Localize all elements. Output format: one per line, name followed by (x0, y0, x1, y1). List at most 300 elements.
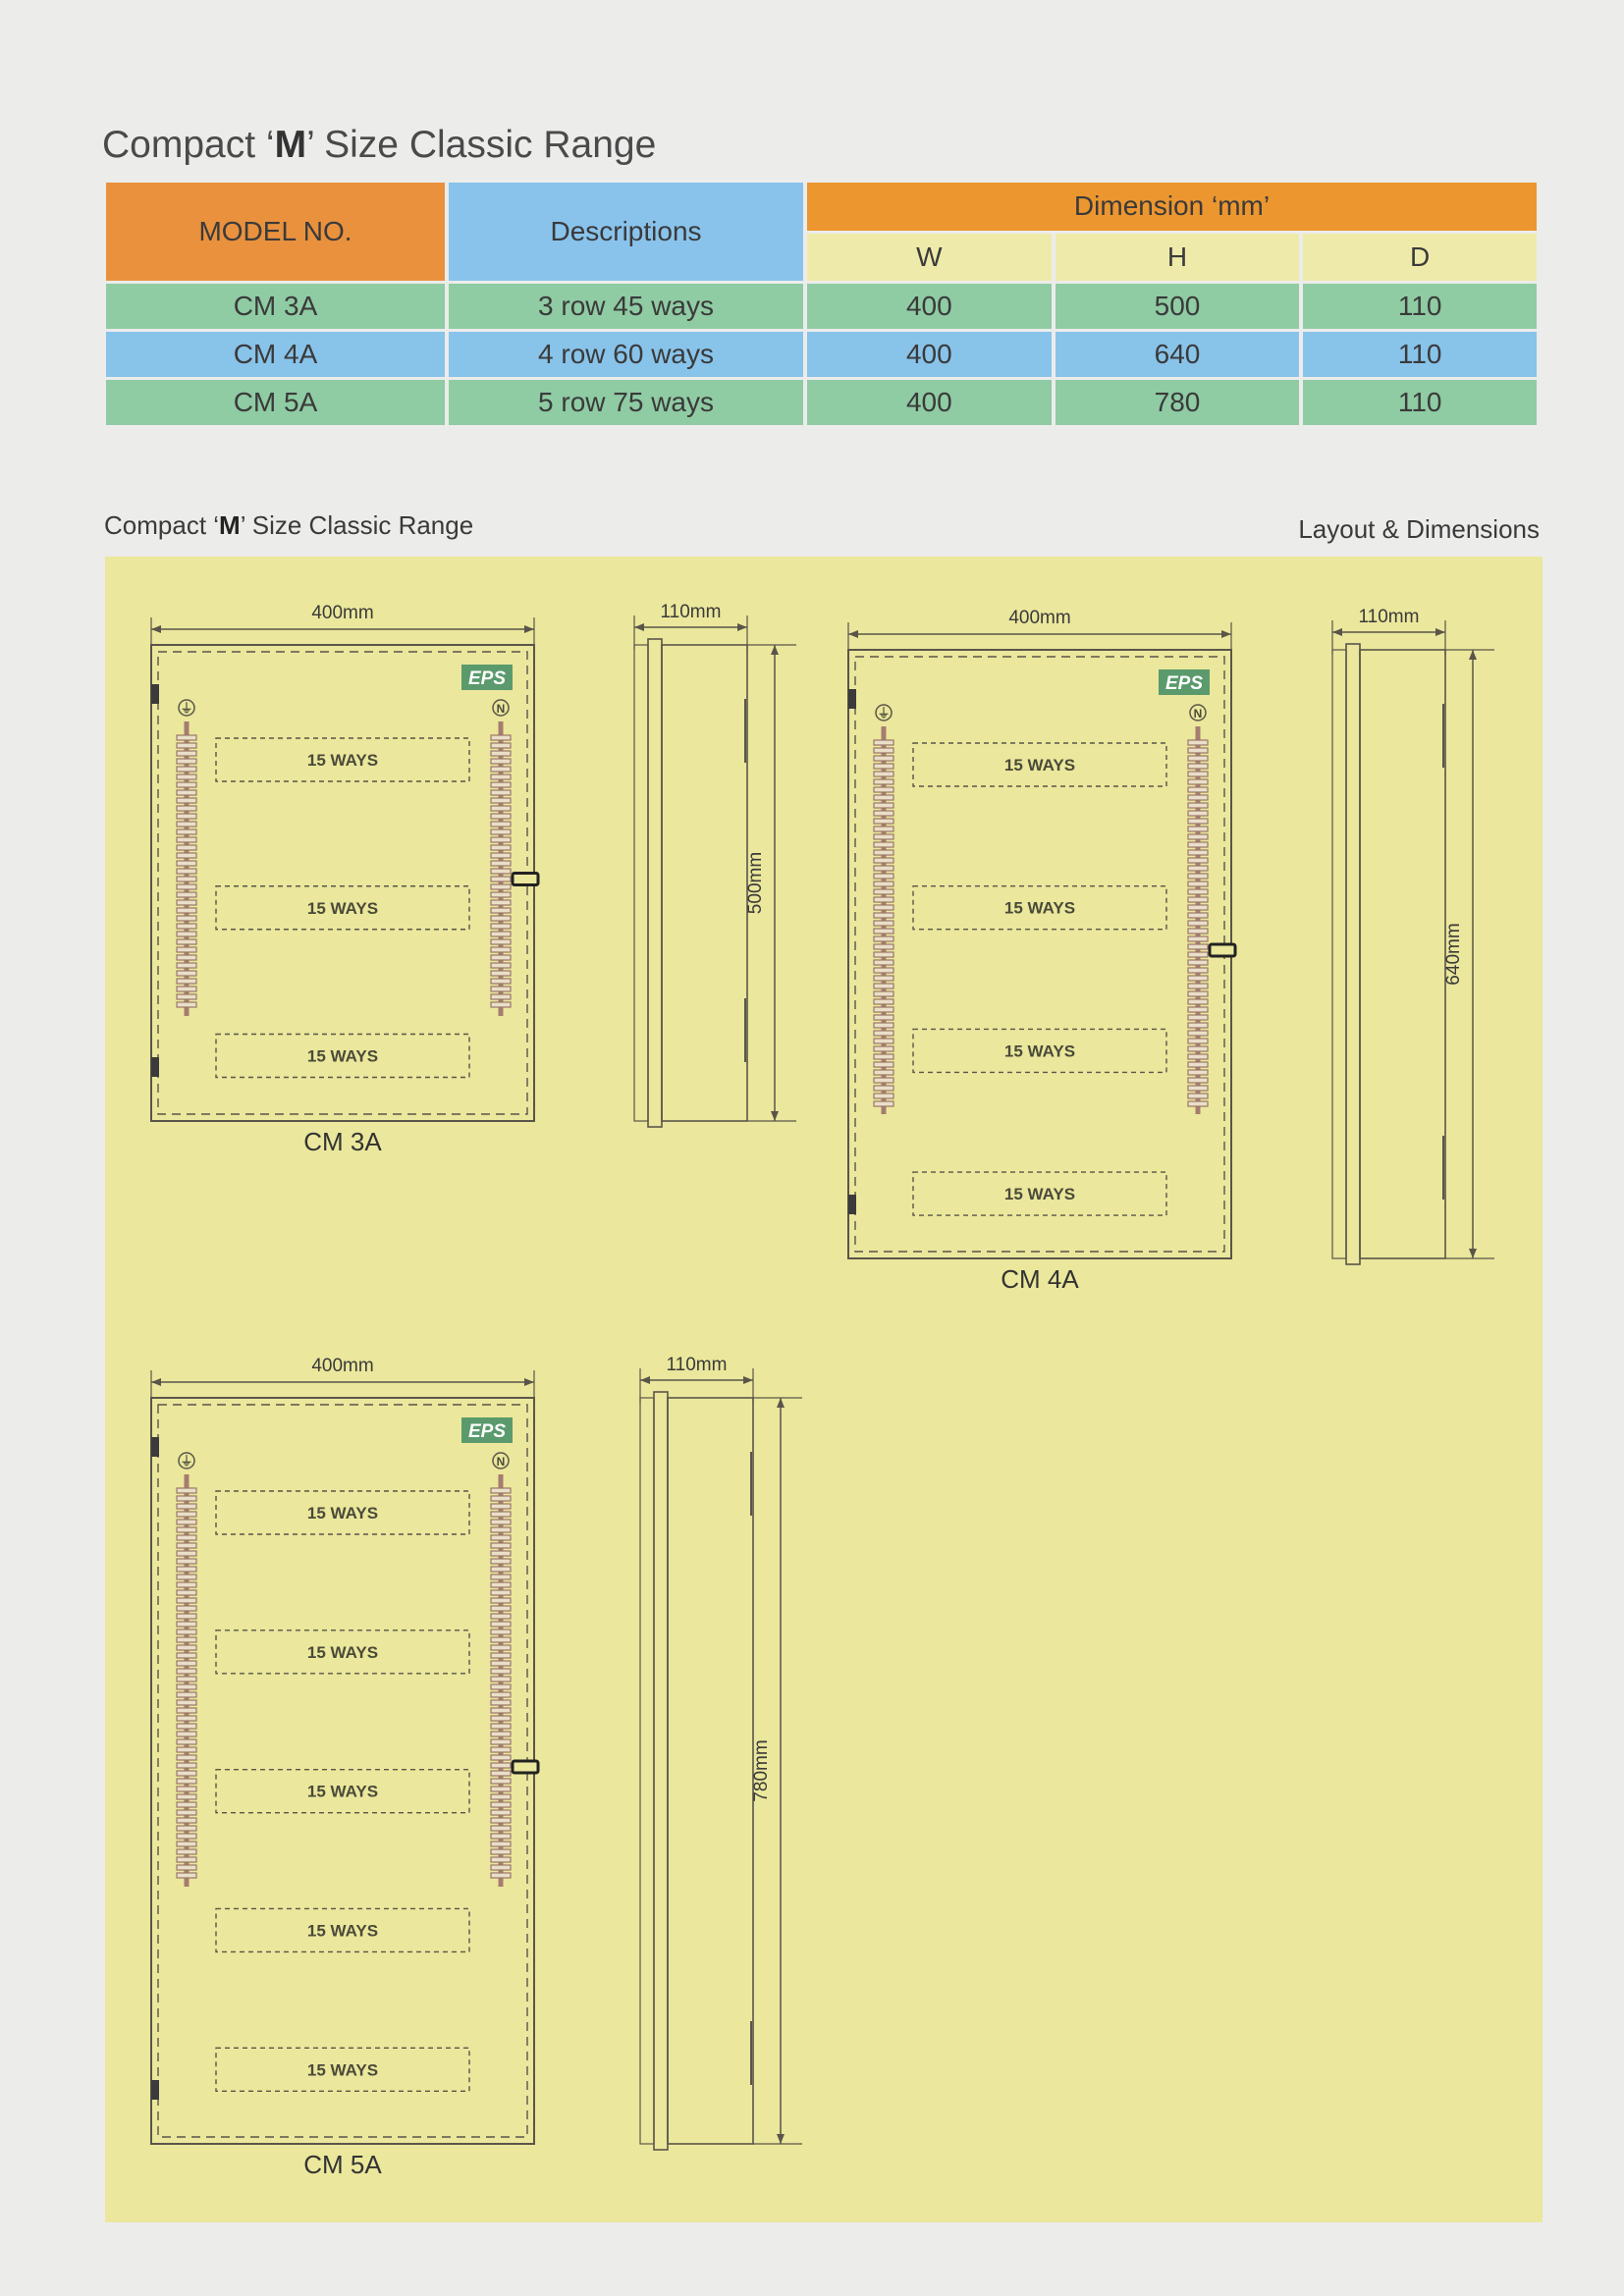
eps-logo (461, 665, 513, 690)
busbar-terminal (491, 947, 511, 952)
busbar-terminal (491, 1802, 511, 1807)
busbar-terminal (491, 1739, 511, 1744)
busbar-terminal (177, 829, 196, 834)
busbar-terminal (874, 795, 893, 800)
busbar-terminal (1188, 850, 1208, 855)
busbar-terminal (1188, 858, 1208, 863)
busbar-terminal (177, 1684, 196, 1689)
busbar-terminal (177, 1732, 196, 1736)
busbar-terminal (491, 806, 511, 811)
busbar-terminal (874, 1094, 893, 1098)
busbar-terminal (874, 1054, 893, 1059)
busbar-terminal (1188, 1054, 1208, 1059)
cell-model: CM 4A (106, 332, 445, 377)
door-profile (648, 639, 662, 1127)
way-row-label: 15 WAYS (306, 1921, 379, 1941)
earth-symbol: ⏚ (877, 706, 891, 721)
cell-model: CM 5A (106, 380, 445, 425)
latch (513, 874, 538, 885)
busbar-terminal (491, 774, 511, 779)
busbar-terminal (491, 1661, 511, 1666)
busbar-terminal (1188, 1062, 1208, 1067)
busbar-terminal (1188, 999, 1208, 1004)
arrow-head (151, 1378, 161, 1386)
busbar-terminal (491, 939, 511, 944)
busbar-terminal (1188, 889, 1208, 894)
busbar-terminal (177, 1857, 196, 1862)
busbar-terminal (874, 905, 893, 910)
busbar-terminal (1188, 1078, 1208, 1083)
busbar-terminal (177, 979, 196, 984)
box-profile (1360, 650, 1445, 1258)
busbar-terminal (874, 740, 893, 745)
page-title: Compact ‘M’ Size Classic Range (102, 124, 657, 166)
cell-w: 400 (807, 332, 1052, 377)
busbar-terminal (874, 1046, 893, 1051)
busbar-terminal (1188, 842, 1208, 847)
busbar-terminal (1188, 1007, 1208, 1012)
way-row-label: 15 WAYS (306, 1782, 379, 1801)
cell-description: 5 row 75 ways (449, 380, 803, 425)
busbar-terminal (177, 1849, 196, 1854)
busbar-terminal (177, 1771, 196, 1776)
busbar-terminal (177, 790, 196, 795)
busbar-terminal (491, 908, 511, 913)
busbar-terminal (874, 1007, 893, 1012)
eps-logo (1159, 669, 1210, 695)
busbar-terminal (491, 1747, 511, 1752)
busbar-terminal (1188, 1039, 1208, 1043)
busbar-terminal (177, 892, 196, 897)
busbar-terminal (874, 779, 893, 784)
busbar-terminal (177, 1598, 196, 1603)
busbar-terminal (491, 1653, 511, 1658)
neutral-symbol: N (496, 1455, 506, 1468)
busbar-terminal (1188, 929, 1208, 934)
busbar-terminal (874, 866, 893, 871)
rim-profile (634, 645, 648, 1121)
busbar-terminal (177, 1810, 196, 1815)
busbar-terminal (1188, 795, 1208, 800)
busbar-terminal (491, 1755, 511, 1760)
section-title: Compact ‘M’ Size Classic Range (104, 510, 474, 540)
busbar-terminal (491, 1724, 511, 1729)
busbar-terminal (491, 1590, 511, 1595)
busbar-terminal (491, 1669, 511, 1674)
busbar-terminal (177, 1787, 196, 1791)
busbar-terminal (491, 994, 511, 999)
busbar-terminal (1188, 984, 1208, 988)
cm4a-front-view (848, 608, 1235, 1294)
busbar-terminal (491, 1567, 511, 1572)
busbar-terminal (1188, 913, 1208, 918)
depth-label: 110mm (666, 1355, 728, 1375)
busbar-terminal (491, 751, 511, 756)
busbar-terminal (491, 1575, 511, 1579)
way-row-label: 15 WAYS (1003, 756, 1076, 774)
busbar-terminal (491, 845, 511, 850)
busbar-terminal (1188, 976, 1208, 981)
busbar-terminal (1188, 1101, 1208, 1106)
busbar-terminal (491, 1488, 511, 1493)
busbar-terminal (874, 811, 893, 816)
busbar-terminal (1188, 819, 1208, 824)
hinge (848, 1195, 856, 1214)
busbar-terminal (1188, 936, 1208, 941)
busbar-terminal (491, 1849, 511, 1854)
busbar-terminal (491, 900, 511, 905)
busbar-terminal (491, 1002, 511, 1007)
busbar-terminal (491, 869, 511, 874)
busbar-terminal (177, 1842, 196, 1846)
busbar-terminal (1188, 1015, 1208, 1020)
depth-label: 110mm (1358, 607, 1420, 627)
latch (513, 1761, 538, 1773)
busbar-terminal (177, 939, 196, 944)
busbar-terminal (491, 782, 511, 787)
busbar-terminal (177, 1826, 196, 1831)
cm5a-front-view (151, 1356, 538, 2179)
busbar-terminal (177, 916, 196, 921)
busbar-terminal (491, 1551, 511, 1556)
arrow-head (737, 623, 747, 631)
busbar-terminal (491, 1504, 511, 1509)
door-profile (1346, 644, 1360, 1264)
busbar-terminal (874, 976, 893, 981)
busbar-terminal (1188, 834, 1208, 839)
busbar-terminal (491, 1771, 511, 1776)
busbar-terminal (177, 751, 196, 756)
cm3a-side-view (634, 602, 796, 1127)
busbar-terminal (874, 952, 893, 957)
cell-w: 400 (807, 284, 1052, 329)
busbar-terminal (177, 1002, 196, 1007)
busbar-terminal (491, 743, 511, 748)
busbar-terminal (874, 1070, 893, 1075)
busbar-terminal (177, 932, 196, 936)
arrow-head (771, 645, 779, 655)
arrow-head (1469, 1249, 1477, 1258)
busbar-terminal (874, 874, 893, 879)
busbar-terminal (177, 1677, 196, 1682)
busbar-terminal (491, 1622, 511, 1627)
model-name: CM 5A (303, 2150, 382, 2179)
busbar-terminal (491, 837, 511, 842)
latch (1210, 944, 1235, 956)
cell-d: 110 (1303, 380, 1537, 425)
busbar-terminal (177, 1637, 196, 1642)
busbar-terminal (874, 889, 893, 894)
busbar-terminal (1188, 772, 1208, 776)
busbar-terminal (874, 772, 893, 776)
busbar-terminal (1188, 897, 1208, 902)
busbar-terminal (874, 929, 893, 934)
header-dimension: Dimension ‘mm’ (807, 183, 1537, 231)
dimension-table (102, 180, 1541, 428)
busbar-terminal (874, 921, 893, 926)
busbar-terminal (874, 913, 893, 918)
busbar-terminal (177, 1724, 196, 1729)
busbar-terminal (177, 955, 196, 960)
busbar-terminal (491, 1794, 511, 1799)
busbar-terminal (874, 991, 893, 996)
way-row-label: 15 WAYS (306, 898, 379, 918)
busbar-terminal (491, 1810, 511, 1815)
busbar-terminal (177, 743, 196, 748)
width-label: 400mm (311, 1356, 374, 1376)
busbar-terminal (177, 1551, 196, 1556)
busbar-terminal (177, 1535, 196, 1540)
busbar-terminal (1188, 1086, 1208, 1091)
height-label: 500mm (745, 851, 766, 915)
busbar-terminal (491, 735, 511, 740)
busbar-terminal (491, 1637, 511, 1642)
arrow-head (743, 1376, 753, 1384)
busbar-terminal (491, 1645, 511, 1650)
busbar-terminal (491, 1677, 511, 1682)
busbar-terminal (177, 1520, 196, 1524)
busbar-terminal (177, 845, 196, 850)
busbar-terminal (177, 1755, 196, 1760)
arrow-head (1469, 650, 1477, 660)
rim-profile (1332, 650, 1346, 1258)
busbar-terminal (874, 827, 893, 831)
busbar-terminal (874, 858, 893, 863)
busbar-terminal (177, 774, 196, 779)
way-row-label: 15 WAYS (306, 1046, 379, 1066)
way-row-label: 15 WAYS (1003, 1185, 1076, 1204)
busbar-terminal (177, 1606, 196, 1611)
busbar-terminal (491, 1873, 511, 1878)
busbar-terminal (491, 1598, 511, 1603)
busbar-terminal (874, 850, 893, 855)
busbar-terminal (177, 971, 196, 976)
busbar-terminal (491, 1684, 511, 1689)
hinge (151, 684, 159, 704)
busbar-terminal (1188, 944, 1208, 949)
busbar-terminal (491, 1732, 511, 1736)
busbar-terminal (177, 1504, 196, 1509)
busbar-terminal (491, 1787, 511, 1791)
cell-description: 4 row 60 ways (449, 332, 803, 377)
busbar-terminal (177, 1708, 196, 1713)
cell-h: 500 (1056, 284, 1300, 329)
way-row-label: 15 WAYS (306, 2060, 379, 2080)
cell-h: 640 (1056, 332, 1300, 377)
busbar-terminal (1188, 748, 1208, 753)
busbar-terminal (1188, 960, 1208, 965)
busbar-terminal (1188, 921, 1208, 926)
width-label: 400mm (311, 603, 374, 623)
arrow-head (524, 1378, 534, 1386)
busbar-terminal (177, 782, 196, 787)
busbar-terminal (491, 1512, 511, 1517)
busbar-terminal (874, 834, 893, 839)
busbar-terminal (177, 900, 196, 905)
busbar-terminal (491, 814, 511, 819)
arrow-head (151, 625, 161, 633)
busbar-terminal (177, 1512, 196, 1517)
busbar-terminal (177, 1747, 196, 1752)
busbar-terminal (177, 1645, 196, 1650)
busbar-terminal (874, 968, 893, 973)
earth-symbol: ⏚ (180, 701, 193, 716)
cell-d: 110 (1303, 332, 1537, 377)
drawings-svg (105, 557, 1543, 2222)
busbar-terminal (491, 892, 511, 897)
hinge (848, 689, 856, 709)
busbar-terminal (177, 767, 196, 772)
busbar-terminal (177, 1873, 196, 1878)
busbar-terminal (177, 861, 196, 866)
arrow-head (848, 630, 858, 638)
busbar-terminal (874, 944, 893, 949)
busbar-terminal (874, 881, 893, 886)
busbar-terminal (491, 924, 511, 929)
door-outline (855, 657, 1224, 1252)
neutral-symbol: N (1193, 707, 1203, 721)
hinge (151, 1437, 159, 1457)
cell-d: 110 (1303, 284, 1537, 329)
busbar-terminal (177, 798, 196, 803)
busbar-terminal (177, 1865, 196, 1870)
busbar-terminal (491, 1708, 511, 1713)
cell-description: 3 row 45 ways (449, 284, 803, 329)
busbar-terminal (491, 1842, 511, 1846)
drawing-panel (105, 557, 1543, 2222)
arrow-head (634, 623, 644, 631)
table-row (106, 284, 1537, 329)
busbar-terminal (491, 963, 511, 968)
busbar-terminal (491, 1496, 511, 1501)
busbar-terminal (177, 1818, 196, 1823)
eps-logo-text: EPS (467, 1421, 507, 1442)
busbar-terminal (874, 819, 893, 824)
enclosure-outline (848, 650, 1231, 1258)
eps-logo-text: EPS (1164, 673, 1204, 694)
busbar-terminal (491, 853, 511, 858)
arrow-head (640, 1376, 650, 1384)
busbar-terminal (177, 1700, 196, 1705)
busbar-terminal (1188, 866, 1208, 871)
busbar-terminal (1188, 1094, 1208, 1098)
busbar-terminal (491, 877, 511, 881)
busbar-terminal (177, 806, 196, 811)
busbar-terminal (874, 842, 893, 847)
busbar-terminal (491, 916, 511, 921)
busbar-terminal (1188, 968, 1208, 973)
cm3a-front-view (151, 603, 538, 1156)
busbar-terminal (491, 987, 511, 991)
busbar-terminal (491, 861, 511, 866)
way-row-label: 15 WAYS (1003, 898, 1076, 918)
busbar-terminal (1188, 756, 1208, 761)
busbar-terminal (874, 756, 893, 761)
model-name: CM 4A (1001, 1264, 1079, 1294)
busbar-terminal (177, 884, 196, 889)
busbar-terminal (177, 837, 196, 842)
busbar-terminal (491, 767, 511, 772)
busbar-terminal (177, 947, 196, 952)
busbar-terminal (874, 803, 893, 808)
busbar-terminal (491, 1614, 511, 1619)
busbar-terminal (491, 1520, 511, 1524)
cm4a-side-view (1332, 607, 1494, 1264)
busbar-terminal (874, 1086, 893, 1091)
busbar-terminal (177, 1794, 196, 1799)
busbar-terminal (874, 1015, 893, 1020)
busbar-terminal (177, 1559, 196, 1564)
arrow-head (1221, 630, 1231, 638)
arrow-head (771, 1111, 779, 1121)
arrow-head (777, 1398, 785, 1408)
arrow-head (777, 2134, 785, 2144)
busbar-terminal (177, 1590, 196, 1595)
earth-symbol: ⏚ (180, 1454, 193, 1468)
busbar-terminal (491, 829, 511, 834)
way-row-label: 15 WAYS (306, 1642, 379, 1662)
busbar-terminal (1188, 764, 1208, 769)
busbar-terminal (491, 1865, 511, 1870)
header-model: MODEL NO. (106, 183, 445, 281)
busbar-terminal (177, 735, 196, 740)
eps-logo-text: EPS (467, 668, 507, 689)
busbar-terminal (177, 1669, 196, 1674)
eps-logo (461, 1417, 513, 1443)
busbar-terminal (1188, 905, 1208, 910)
busbar-terminal (874, 1101, 893, 1106)
busbar-terminal (491, 1779, 511, 1784)
busbar-terminal (491, 1716, 511, 1721)
busbar-terminal (177, 877, 196, 881)
busbar-terminal (491, 759, 511, 764)
busbar-terminal (874, 787, 893, 792)
busbar-terminal (177, 987, 196, 991)
busbar-terminal (491, 971, 511, 976)
busbar-terminal (491, 932, 511, 936)
door-outline (158, 652, 527, 1114)
header-w: W (807, 234, 1052, 282)
cell-model: CM 3A (106, 284, 445, 329)
busbar-terminal (177, 814, 196, 819)
busbar-terminal (1188, 787, 1208, 792)
busbar-terminal (491, 790, 511, 795)
busbar-terminal (874, 1078, 893, 1083)
busbar-terminal (874, 936, 893, 941)
hinge (151, 1057, 159, 1077)
busbar-terminal (177, 994, 196, 999)
hinge (151, 2080, 159, 2100)
neutral-symbol: N (496, 702, 506, 716)
cm5a-side-view (640, 1355, 802, 2150)
busbar-terminal (874, 1031, 893, 1036)
height-label: 780mm (751, 1739, 772, 1802)
busbar-terminal (177, 1582, 196, 1587)
depth-label: 110mm (660, 602, 722, 622)
door-profile (654, 1392, 668, 2150)
busbar-terminal (1188, 811, 1208, 816)
busbar-terminal (1188, 1031, 1208, 1036)
busbar-terminal (1188, 952, 1208, 957)
busbar-terminal (491, 955, 511, 960)
box-profile (662, 645, 747, 1121)
busbar-terminal (491, 1582, 511, 1587)
busbar-terminal (491, 1606, 511, 1611)
busbar-terminal (177, 1834, 196, 1839)
table-row (106, 380, 1537, 425)
busbar-terminal (177, 1692, 196, 1697)
busbar-terminal (491, 1857, 511, 1862)
